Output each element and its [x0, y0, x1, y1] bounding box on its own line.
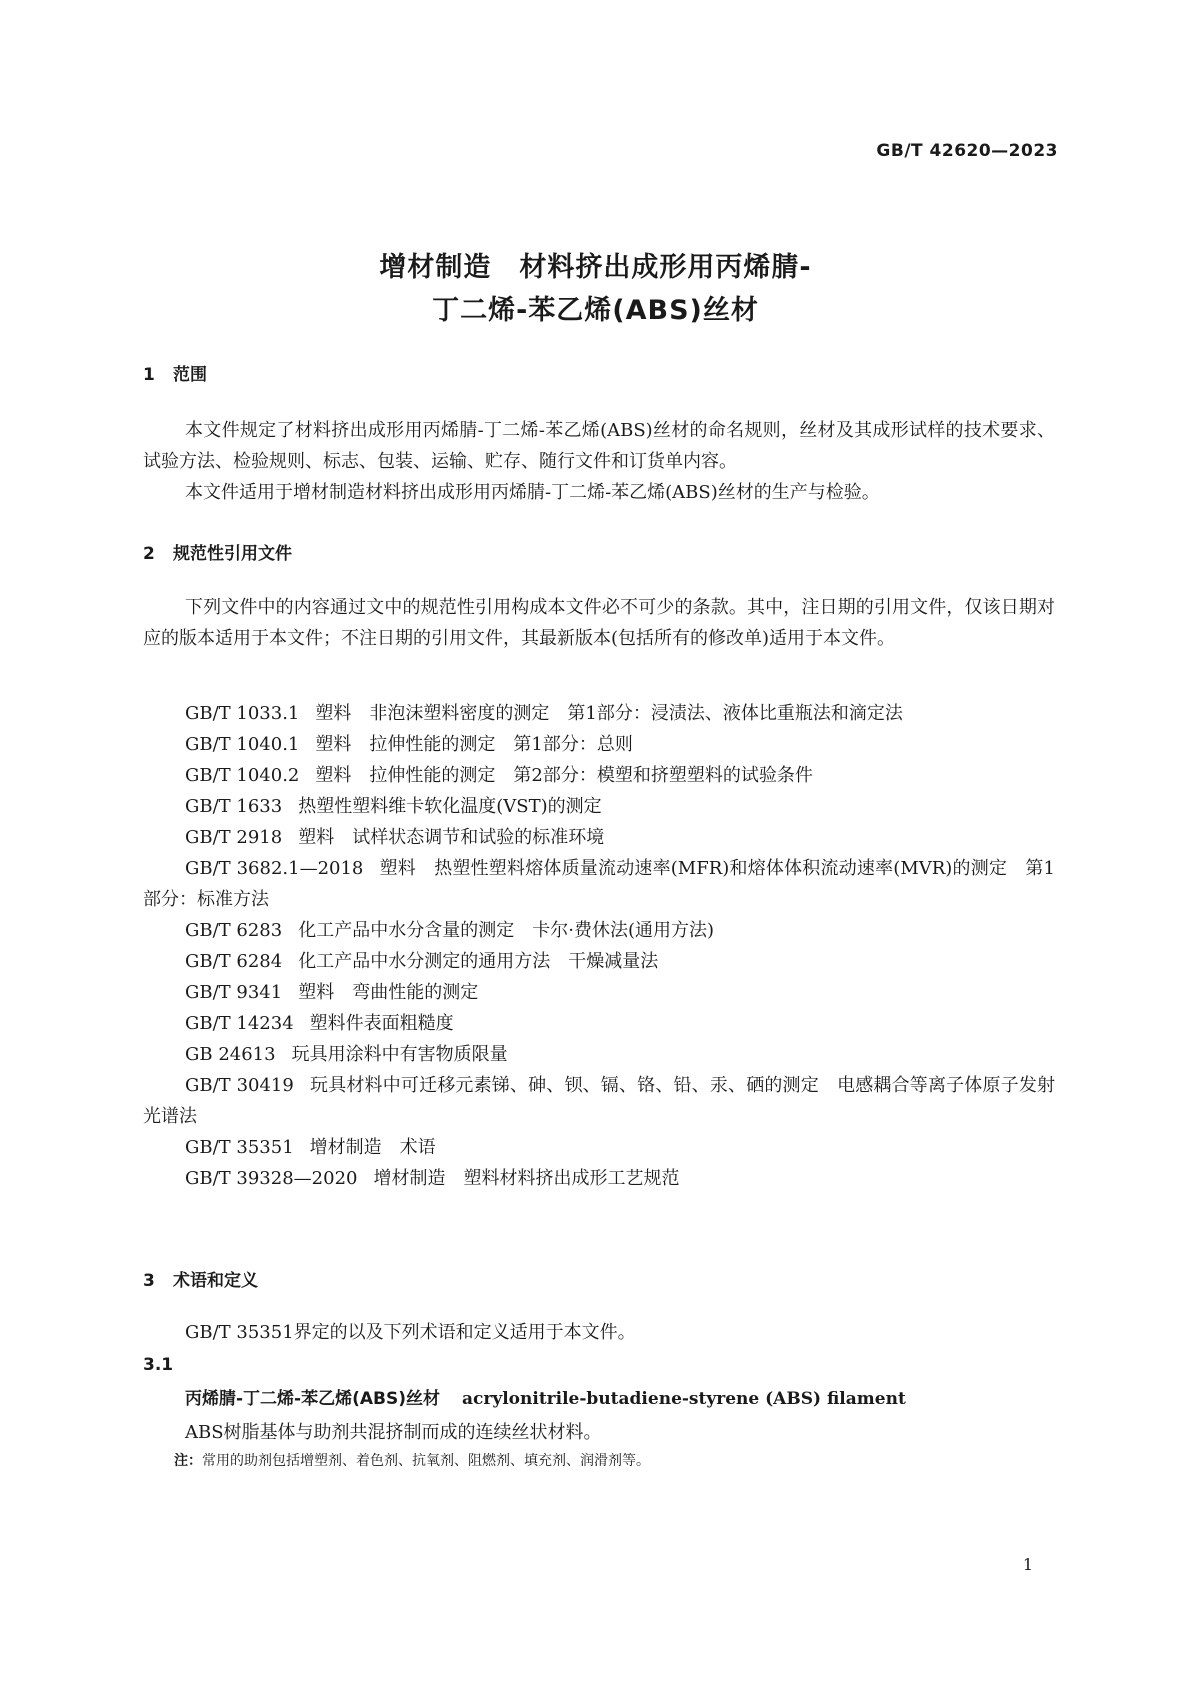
reference-code: GB/T 35351	[185, 1137, 294, 1158]
reference-title: 化工产品中水分含量的测定 卡尔·费休法(通用方法)	[298, 920, 714, 941]
section-heading-normative-references	[143, 539, 292, 564]
reference-code: GB/T 1040.2	[185, 765, 300, 786]
reference-item	[143, 822, 1055, 853]
section-number: 1	[143, 365, 155, 385]
reference-item	[143, 1039, 1055, 1070]
reference-title: 塑料 试样状态调节和试验的标准环境	[298, 827, 605, 848]
section-number: 3	[143, 1271, 155, 1291]
reference-title: 塑料 拉伸性能的测定 第1部分：总则	[315, 734, 633, 755]
document-title-line-2: 丁二烯-苯乙烯(ABS)丝材	[432, 295, 759, 326]
reference-code: GB/T 9341	[185, 982, 283, 1003]
reference-item	[143, 791, 1055, 822]
reference-title: 塑料 非泡沫塑料密度的测定 第1部分：浸渍法、液体比重瓶法和滴定法	[315, 703, 903, 724]
note-label: 注：	[174, 1453, 202, 1469]
standard-code: GB/T 42620—2023	[876, 141, 1058, 161]
scope-paragraph-1: 本文件规定了材料挤出成形用丙烯腈-丁二烯-苯乙烯(ABS)丝材的命名规则，丝材及其成形试样的技术要求、试验方法、检验规则、标志、包装、运输、贮存、随行文件和订货单内容。	[143, 420, 1055, 472]
reference-title: 塑料 拉伸性能的测定 第2部分：模塑和挤塑塑料的试验条件	[315, 765, 813, 786]
section-heading-terms	[143, 1266, 258, 1291]
reference-code: GB/T 6283	[185, 920, 283, 941]
reference-title: 热塑性塑料维卡软化温度(VST)的测定	[298, 796, 602, 817]
note-text: 常用的助剂包括增塑剂、着色剂、抗氧剂、阻燃剂、填充剂、润滑剂等。	[202, 1453, 650, 1469]
reference-code: GB/T 2918	[185, 827, 283, 848]
section-number: 2	[143, 544, 155, 564]
reference-code: GB/T 6284	[185, 951, 283, 972]
reference-list	[143, 698, 1055, 1194]
reference-item	[143, 1163, 1055, 1194]
term-definition: ABS树脂基体与助剂共混挤制而成的连续丝状材料。	[185, 1422, 602, 1443]
reference-title: 增材制造 塑料材料挤出成形工艺规范	[373, 1168, 680, 1189]
scope-paragraph-2: 本文件适用于增材制造材料挤出成形用丙烯腈-丁二烯-苯乙烯(ABS)丝材的生产与检验。	[185, 482, 880, 503]
reference-item	[143, 760, 1055, 791]
reference-code: GB/T 39328—2020	[185, 1168, 358, 1189]
reference-title: 化工产品中水分测定的通用方法 干燥减量法	[298, 951, 659, 972]
section-title: 术语和定义	[173, 1271, 258, 1291]
reference-title: 玩具材料中可迁移元素锑、砷、钡、镉、铬、铅、汞、硒的测定 电感耦合等离子体原子发射光谱法	[143, 1075, 1055, 1127]
reference-title: 塑料 弯曲性能的测定	[298, 982, 479, 1003]
page-number: 1	[1022, 1555, 1033, 1574]
reference-item	[143, 698, 1055, 729]
document-title-line-1: 增材制造 材料挤出成形用丙烯腈-	[379, 252, 812, 283]
section-title: 规范性引用文件	[173, 544, 292, 564]
reference-item	[143, 1070, 1055, 1132]
reference-code: GB 24613	[185, 1044, 276, 1065]
section-heading-scope	[143, 360, 207, 385]
reference-item	[143, 1008, 1055, 1039]
reference-item	[143, 853, 1055, 915]
references-intro: 下列文件中的内容通过文中的规范性引用构成本文件必不可少的条款。其中，注日期的引用文件，仅该日期对应的版本适用于本文件；不注日期的引用文件，其最新版本(包括所有的修改单)适用于本文件。	[143, 597, 1055, 649]
reference-item	[143, 1132, 1055, 1163]
terms-intro: GB/T 35351界定的以及下列术语和定义适用于本文件。	[185, 1322, 636, 1343]
reference-item	[143, 729, 1055, 760]
reference-code: GB/T 1033.1	[185, 703, 300, 724]
reference-title: 增材制造 术语	[309, 1137, 436, 1158]
reference-code: GB/T 30419	[185, 1075, 294, 1096]
reference-item	[143, 915, 1055, 946]
term-chinese: 丙烯腈-丁二烯-苯乙烯(ABS)丝材	[185, 1389, 441, 1409]
reference-code: GB/T 3682.1—2018	[185, 858, 364, 879]
reference-item	[143, 977, 1055, 1008]
section-title: 范围	[173, 365, 207, 385]
term-note	[174, 1450, 650, 1470]
reference-title: 塑料 热塑性塑料熔体质量流动速率(MFR)和熔体体积流动速率(MVR)的测定 第1部分：标准方法	[143, 858, 1055, 910]
reference-code: GB/T 1040.1	[185, 734, 300, 755]
term-number: 3.1	[143, 1355, 174, 1375]
reference-item	[143, 946, 1055, 977]
reference-code: GB/T 1633	[185, 796, 283, 817]
term-entry	[185, 1384, 906, 1409]
reference-title: 玩具用涂料中有害物质限量	[291, 1044, 508, 1065]
term-english: acrylonitrile-butadiene-styrene (ABS) filament	[462, 1389, 906, 1409]
reference-title: 塑料件表面粗糙度	[309, 1013, 454, 1034]
reference-code: GB/T 14234	[185, 1013, 294, 1034]
